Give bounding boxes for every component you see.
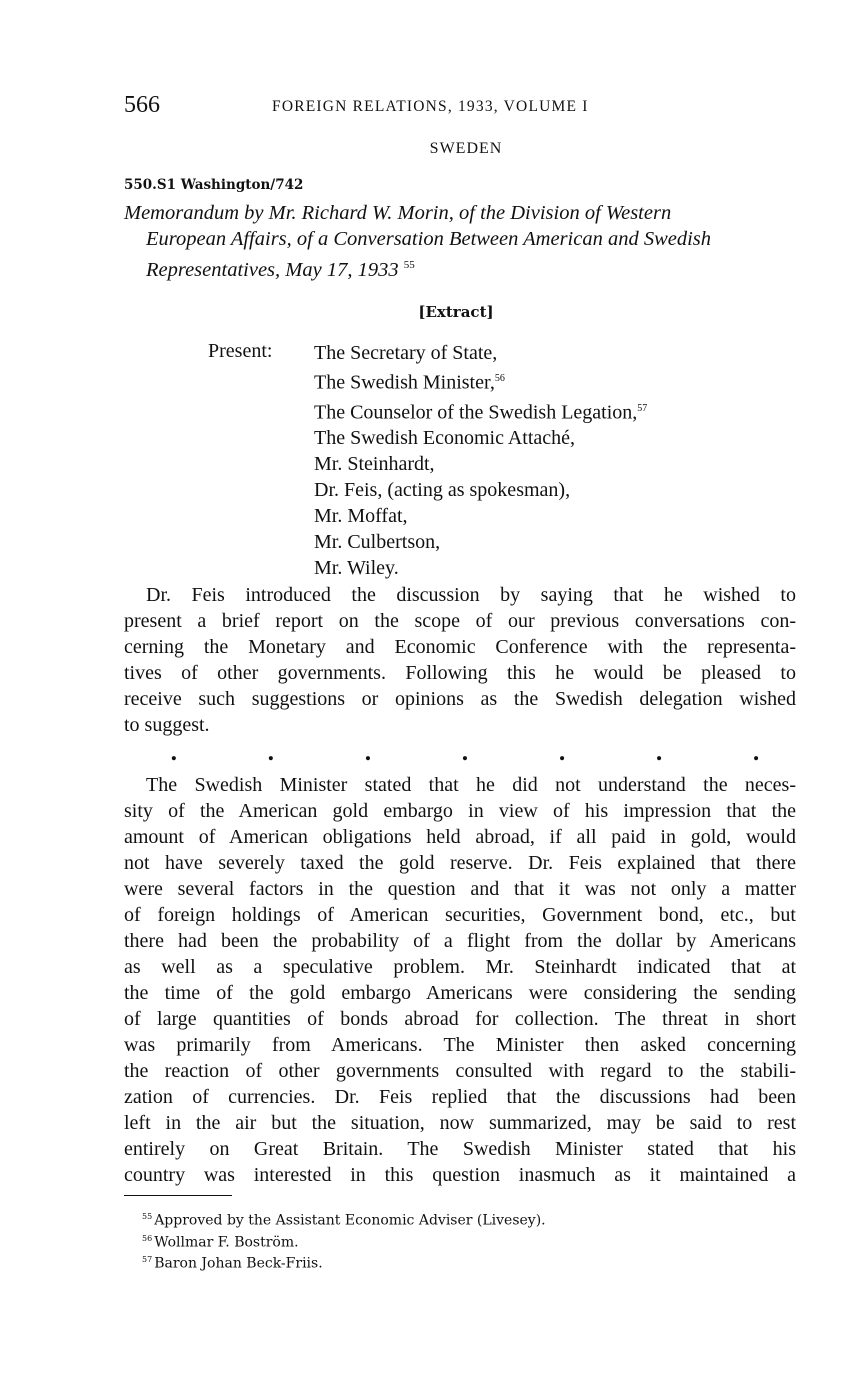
paragraph-line: country was interested in this question inasmuch as it maintained a	[124, 1164, 796, 1186]
attendee-name: The Swedish Economic Attaché,	[314, 427, 576, 450]
paragraph-line: not have severely taxed the gold reserve. Dr. Feis explained that there	[124, 852, 796, 874]
file-number: 550.S1 Washington/742	[124, 177, 304, 193]
attendee	[314, 396, 647, 426]
ellipsis-dot: .	[558, 740, 566, 766]
paragraph-line: as well as a speculative problem. Mr. Steinhardt indicated that at	[124, 956, 796, 978]
attendee-list	[314, 340, 647, 581]
paragraph-line: Dr. Feis introduced the discussion by saying that he wished to	[146, 584, 796, 606]
paragraph-line: amount of American obligations held abroad, if all paid in gold, would	[124, 826, 796, 848]
attendee	[314, 477, 647, 503]
footnote-text: Baron Johan Beck-Friis.	[154, 1255, 323, 1272]
ellipsis-dot: .	[170, 740, 178, 766]
extract-label: [Extract]	[418, 303, 494, 321]
paragraph-line: sity of the American gold embargo in view of his impression that the	[124, 800, 796, 822]
paragraph-line: was primarily from Americans. The Minister then asked concerning	[124, 1034, 796, 1056]
paragraph-line: The Swedish Minister stated that he did not understand the neces-	[146, 774, 796, 796]
title-line: European Affairs, of a Conversation Between American and Swedish	[146, 228, 712, 250]
attendee	[314, 555, 647, 581]
attendee	[314, 451, 647, 477]
attendee-name: The Swedish Minister,	[314, 371, 495, 394]
attendee-name: Dr. Feis, (acting as spokesman),	[314, 479, 571, 502]
ellipsis-dot: .	[364, 740, 372, 766]
footnote-ref: 57	[637, 402, 648, 414]
attendee-name: The Secretary of State,	[314, 342, 498, 364]
paragraph-line: of foreign holdings of American securities, Government bond, etc., but	[124, 904, 796, 926]
ellipsis-dot: .	[267, 740, 275, 766]
footnote-number: 55	[142, 1212, 153, 1221]
attendee-name: Mr. Steinhardt,	[314, 453, 435, 476]
footnote-ref: 55	[403, 259, 415, 271]
attendee	[314, 529, 647, 555]
attendee	[314, 366, 647, 396]
running-head	[124, 92, 795, 122]
paragraph-line: left in the air but the situation, now summarized, may be said to rest	[124, 1112, 796, 1134]
title-line-last	[124, 252, 804, 283]
attendee-name: Mr. Culbertson,	[314, 531, 441, 554]
paragraph-intro	[124, 582, 796, 738]
paragraph-line: were several factors in the question and that it was not only a matter	[124, 878, 796, 900]
paragraph-line: tives of other governments. Following this he would be pleased to	[124, 662, 796, 684]
paragraph-line: entirely on Great Britain. The Swedish Minister stated that his	[124, 1138, 796, 1160]
section-title: SWEDEN	[429, 140, 503, 157]
paragraph-line: zation of currencies. Dr. Feis replied that the discussions had been	[124, 1086, 796, 1108]
title-line: Memorandum by Mr. Richard W. Morin, of the Division of Western	[124, 202, 672, 224]
paragraph-line: to suggest.	[124, 714, 210, 736]
attendee	[314, 340, 647, 366]
footnote-rule	[124, 1195, 232, 1196]
ellipsis-dot: .	[655, 740, 663, 766]
footnotes	[142, 1208, 546, 1273]
footnote-text: Wollmar F. Boström.	[154, 1234, 299, 1251]
attendee	[314, 425, 647, 451]
paragraph-gold-embargo	[124, 772, 796, 1188]
footnote	[142, 1208, 546, 1230]
paragraph-line: there had been the probability of a flight from the dollar by Americans	[124, 930, 796, 952]
ellipsis-dot: .	[461, 740, 469, 766]
present-label: Present:	[208, 340, 273, 362]
paragraph-line: of large quantities of bonds abroad for collection. The threat in short	[124, 1008, 796, 1030]
attendee-name: The Counselor of the Swedish Legation,	[314, 401, 638, 424]
footnote	[142, 1230, 546, 1252]
footnote-text: Approved by the Assistant Economic Adviser (Livesey).	[154, 1212, 546, 1229]
omission-ellipsis	[170, 740, 760, 766]
footnote-number: 57	[142, 1255, 153, 1265]
paragraph-line: the reaction of other governments consulted with regard to the stabili-	[124, 1060, 796, 1082]
paragraph-line: the time of the gold embargo Americans were considering the sending	[124, 982, 796, 1004]
paragraph-line: present a brief report on the scope of our previous conversations con-	[124, 610, 796, 632]
attendee-name: Mr. Moffat,	[314, 505, 408, 528]
footnote-ref: 56	[494, 373, 505, 384]
footnote	[142, 1251, 546, 1273]
paragraph-line: cerning the Monetary and Economic Conference with the representa-	[124, 636, 796, 658]
title-line-text: Representatives, May 17, 1933	[146, 258, 399, 281]
attendee	[314, 503, 647, 529]
document-title	[124, 200, 804, 283]
footnote-number: 56	[142, 1233, 153, 1243]
attendee-name: Mr. Wiley.	[314, 557, 399, 580]
ellipsis-dot: .	[752, 740, 760, 766]
running-title: FOREIGN RELATIONS, 1933, VOLUME I	[272, 98, 589, 115]
paragraph-line: receive such suggestions or opinions as the Swedish delegation wished	[124, 688, 796, 710]
page-number: 566	[124, 92, 160, 118]
